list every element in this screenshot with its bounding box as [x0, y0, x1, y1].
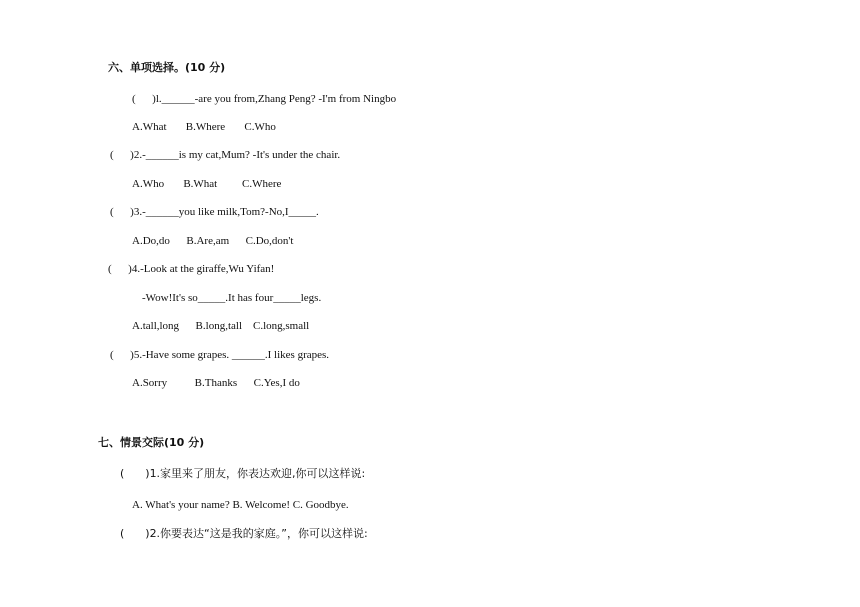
- question-3-options: A.Do,do B.Are,am C.Do,don't: [132, 235, 294, 247]
- question-3-stem: ( )3.-______you like milk,Tom?-No,I_____.: [110, 206, 319, 218]
- situational-question-2-stem: ( )2.你要表达“这是我的家庭。”，你可以这样说:: [120, 527, 368, 540]
- situational-question-1-stem: ( )1.家里来了朋友，你表达欢迎,你可以这样说:: [120, 467, 366, 480]
- question-5-stem: ( )5.-Have some grapes. ______.I likes grapes.: [110, 349, 330, 361]
- question-1-stem: ( )l.______-are you from,Zhang Peng? -I'm from Ningbo: [132, 93, 397, 105]
- question-2-stem: ( )2.-______is my cat,Mum? -It's under the chair.: [110, 149, 341, 161]
- section-7-heading: 七、情景交际(10 分): [98, 436, 205, 449]
- question-5-options: A.Sorry B.Thanks C.Yes,I do: [132, 377, 300, 389]
- question-4-stem: ( )4.-Look at the giraffe,Wu Yifan!: [108, 263, 275, 275]
- situational-question-1-options: A. What's your name? B. Welcome! C. Goodbye.: [132, 499, 349, 511]
- question-2-options: A.Who B.What C.Where: [132, 178, 282, 190]
- question-1-options: A.What B.Where C.Who: [132, 121, 276, 133]
- question-4-stem-continued: -Wow!It's so_____.It has four_____legs.: [142, 292, 322, 304]
- question-4-options: A.tall,long B.long,tall C.long,small: [132, 320, 310, 332]
- section-6-heading: 六、单项选择。(10 分): [108, 61, 226, 74]
